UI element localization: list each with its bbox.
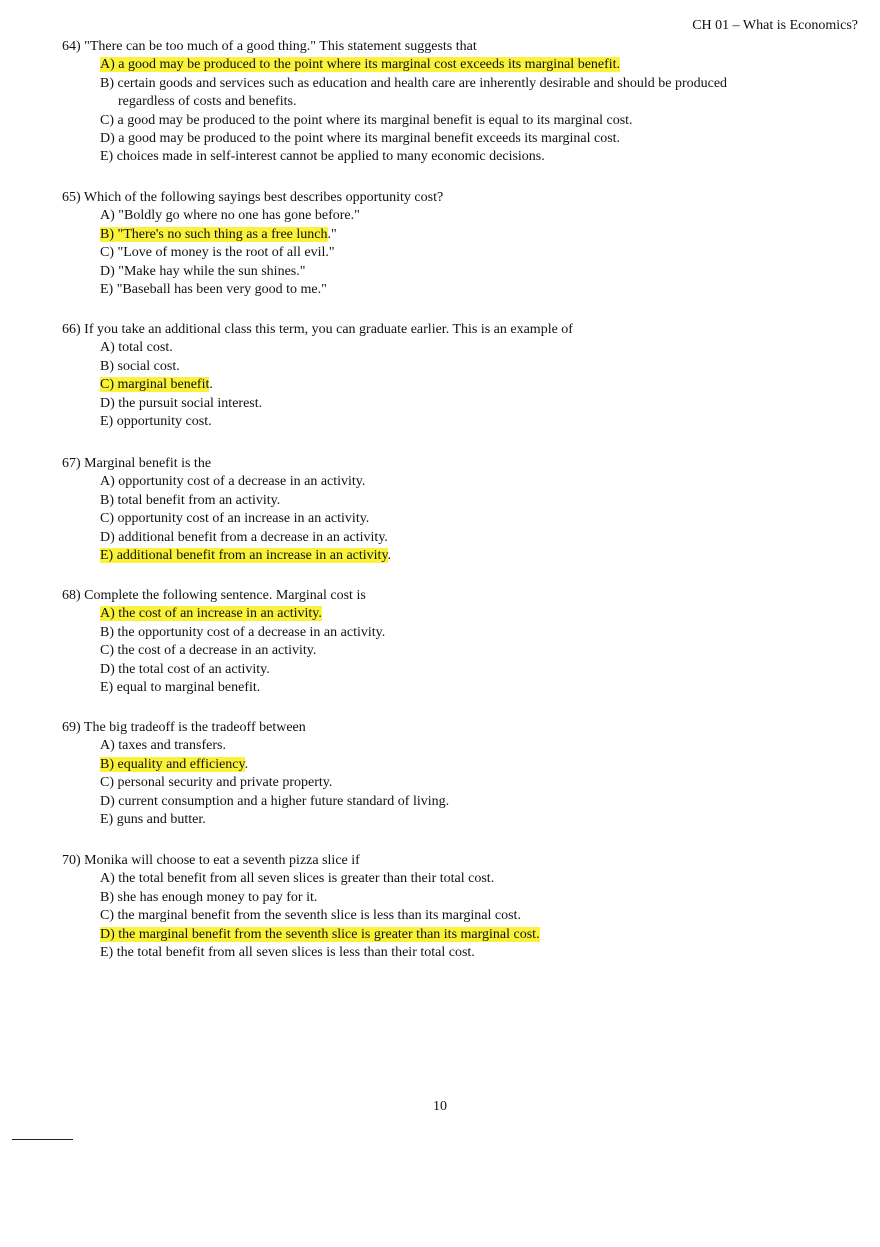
option-text: E) equal to marginal benefit.: [100, 679, 261, 695]
answer-option: [62, 358, 842, 376]
highlighted-answer: B) "There's no such thing as a free lunch: [100, 226, 328, 242]
answer-option: [62, 148, 842, 166]
answer-option: [62, 207, 842, 225]
question-69: [62, 719, 842, 829]
question-stem: 67) Marginal benefit is the: [62, 456, 212, 471]
option-text: A) opportunity cost of a decrease in an activity.: [100, 474, 366, 490]
option-text: E) "Baseball has been very good to me.": [100, 281, 327, 297]
option-text: E) guns and butter.: [100, 811, 206, 827]
footnote-divider: [12, 1139, 73, 1140]
answer-option: [62, 756, 842, 774]
option-text: A) "Boldly go where no one has gone before.": [100, 208, 360, 224]
question-stem: 68) Complete the following sentence. Marginal cost is: [62, 588, 366, 603]
running-header: CH 01 – What is Economics?: [692, 18, 858, 33]
highlighted-answer: C) marginal benefit: [100, 377, 210, 393]
answer-option: [62, 642, 842, 660]
answer-option: [62, 226, 842, 244]
option-text: .": [327, 226, 337, 242]
option-text: D) current consumption and a higher future standard of living.: [100, 793, 450, 809]
option-text: B) social cost.: [100, 358, 180, 374]
highlighted-answer: A) a good may be produced to the point where its marginal cost exceeds its marginal benefit.: [100, 57, 621, 73]
answer-option: [62, 811, 842, 829]
answer-option: [62, 244, 842, 262]
option-text: D) "Make hay while the sun shines.": [100, 263, 306, 279]
answer-option: [62, 376, 842, 394]
answer-option: [62, 510, 842, 528]
question-stem: 65) Which of the following sayings best describes opportunity cost?: [62, 190, 444, 205]
answer-option: [62, 547, 842, 565]
answer-option: [62, 774, 842, 792]
option-text: E) choices made in self-interest cannot be applied to many economic decisions.: [100, 149, 545, 165]
question-64: [62, 38, 842, 167]
answer-option: [62, 263, 842, 281]
answer-option: [62, 907, 842, 925]
answer-option: [62, 339, 842, 357]
question-65: [62, 189, 842, 299]
option-text: .: [244, 756, 249, 772]
option-text: B) certain goods and services such as education and health care are inherently desirable and should be produced: [100, 75, 728, 91]
question-67: [62, 455, 842, 565]
answer-option: [62, 793, 842, 811]
answer-option: [62, 944, 842, 962]
question-stem: 70) Monika will choose to eat a seventh pizza slice if: [62, 853, 360, 868]
highlighted-answer: D) the marginal benefit from the seventh slice is greater than its marginal cost.: [100, 926, 540, 942]
answer-option: [62, 112, 842, 130]
question-68: [62, 587, 842, 697]
question-66: [62, 321, 842, 431]
answer-option: [62, 281, 842, 299]
option-text: B) she has enough money to pay for it.: [100, 889, 318, 905]
highlighted-answer: B) equality and efficiency: [100, 756, 245, 772]
option-text: C) personal security and private property.: [100, 775, 333, 791]
answer-option: [62, 413, 842, 431]
option-continuation: regardless of costs and benefits.: [118, 94, 297, 110]
question-stem: 64) "There can be too much of a good thing." This statement suggests that: [62, 39, 477, 54]
option-text: .: [387, 547, 392, 563]
option-text: C) "Love of money is the root of all evil.": [100, 245, 335, 261]
answer-option: [62, 737, 842, 755]
answer-option: [62, 56, 842, 74]
option-text: C) opportunity cost of an increase in an activity.: [100, 511, 370, 527]
answer-option: [62, 889, 842, 907]
option-text: E) opportunity cost.: [100, 413, 212, 429]
answer-option: [62, 661, 842, 679]
option-text: C) the marginal benefit from the seventh slice is less than its marginal cost.: [100, 908, 521, 924]
answer-option: [62, 492, 842, 510]
option-text: B) total benefit from an activity.: [100, 492, 281, 508]
answer-option: [62, 624, 842, 642]
answer-option: [62, 473, 842, 491]
answer-option: [62, 130, 842, 148]
option-text: B) the opportunity cost of a decrease in an activity.: [100, 624, 386, 640]
question-70: [62, 852, 842, 962]
option-text: D) additional benefit from a decrease in an activity.: [100, 529, 388, 545]
option-text: E) the total benefit from all seven slices is less than their total cost.: [100, 944, 475, 960]
page-number: 10: [433, 1099, 447, 1114]
answer-option: [62, 679, 842, 697]
option-text: A) total cost.: [100, 340, 173, 356]
option-text: C) a good may be produced to the point where its marginal benefit is equal to its marginal cost.: [100, 112, 633, 128]
answer-option: [62, 395, 842, 413]
option-text: D) a good may be produced to the point where its marginal benefit exceeds its marginal cost.: [100, 130, 621, 146]
answer-option: [62, 870, 842, 888]
answer-option: [62, 926, 842, 944]
answer-option: [62, 529, 842, 547]
option-text: C) the cost of a decrease in an activity.: [100, 643, 317, 659]
option-text: A) the total benefit from all seven slices is greater than their total cost.: [100, 871, 495, 887]
question-stem: 66) If you take an additional class this term, you can graduate earlier. This is an example of: [62, 322, 573, 337]
option-text: .: [209, 377, 213, 393]
highlighted-answer: E) additional benefit from an increase in an activity: [100, 547, 388, 563]
option-text: D) the total cost of an activity.: [100, 661, 270, 677]
highlighted-answer: A) the cost of an increase in an activity.: [100, 606, 322, 622]
answer-option: [62, 605, 842, 623]
answer-option: [62, 75, 842, 93]
option-text: A) taxes and transfers.: [100, 738, 226, 754]
question-stem: 69) The big tradeoff is the tradeoff between: [62, 720, 306, 735]
option-text: D) the pursuit social interest.: [100, 395, 263, 411]
